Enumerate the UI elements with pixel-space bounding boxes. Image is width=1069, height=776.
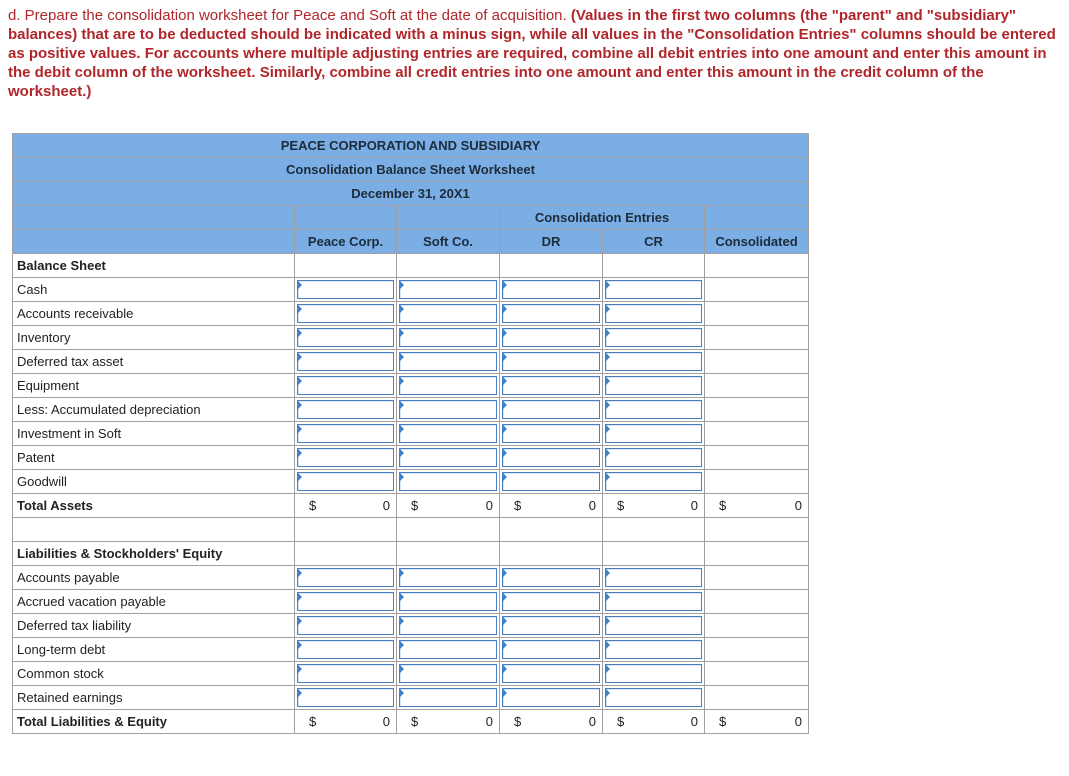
col-header-soft: Soft Co.: [397, 230, 500, 254]
soft-input-cell[interactable]: [397, 374, 500, 398]
input-flag-icon: [502, 688, 507, 698]
input-flag-icon: [605, 616, 610, 626]
empty-cell: [500, 542, 603, 566]
input-flag-icon: [297, 568, 302, 578]
cr-input-cell[interactable]: [603, 470, 705, 494]
amount-input[interactable]: [399, 400, 497, 419]
soft-input-cell[interactable]: [397, 638, 500, 662]
empty-cell: [397, 254, 500, 278]
amount-input[interactable]: [297, 304, 394, 323]
input-flag-icon: [605, 400, 610, 410]
soft-input-cell[interactable]: [397, 662, 500, 686]
input-flag-icon: [297, 616, 302, 626]
total-value: 0: [588, 714, 596, 729]
cr-input-cell[interactable]: [603, 566, 705, 590]
input-flag-icon: [297, 352, 302, 362]
amount-input[interactable]: [399, 280, 497, 299]
spacer-row: [13, 518, 809, 542]
amount-input[interactable]: [399, 424, 497, 443]
input-flag-icon: [605, 592, 610, 602]
table-row: [13, 350, 809, 374]
cr-input-cell[interactable]: [603, 398, 705, 422]
consolidation-worksheet: [12, 133, 809, 734]
soft-input-cell[interactable]: [397, 278, 500, 302]
cr-input-cell[interactable]: [603, 350, 705, 374]
row-label: Accounts receivable: [13, 302, 295, 326]
instructions-bold: (Values in the first two columns (the "parent" and "subsidiary" balances) that are to be deducted should be indicated with a minus sign, while all values in the "Consolidation Entries" columns should be entered as positive values. For accounts where multiple adjusting entries are required, combine all debit entries into one amount and enter this amount in the debit column of the worksheet. Similarly, combine all credit entries into one amount and enter this amount in the credit column of the worksheet.): [8, 7, 1056, 100]
table-row: [13, 638, 809, 662]
row-label: Inventory: [13, 326, 295, 350]
row-label: Equipment: [13, 374, 295, 398]
balance-sheet-heading: Balance Sheet: [13, 254, 295, 278]
input-flag-icon: [502, 376, 507, 386]
input-flag-icon: [502, 328, 507, 338]
amount-input[interactable]: [502, 304, 600, 323]
amount-input[interactable]: [399, 448, 497, 467]
table-row: [13, 374, 809, 398]
input-flag-icon: [502, 352, 507, 362]
soft-input-cell[interactable]: [397, 422, 500, 446]
empty-cell: [705, 518, 809, 542]
amount-input[interactable]: [297, 616, 394, 635]
input-flag-icon: [399, 328, 404, 338]
total-cell: [603, 494, 705, 518]
total-row: [13, 710, 809, 734]
table-row: [13, 470, 809, 494]
consolidated-cell: [705, 350, 809, 374]
dr-input-cell[interactable]: [500, 638, 603, 662]
peace-input-cell[interactable]: [295, 398, 397, 422]
row-label: Patent: [13, 446, 295, 470]
dr-input-cell[interactable]: [500, 326, 603, 350]
soft-input-cell[interactable]: [397, 590, 500, 614]
amount-input[interactable]: [399, 328, 497, 347]
row-label: Long-term debt: [13, 638, 295, 662]
input-flag-icon: [297, 400, 302, 410]
dollar-sign: $: [514, 498, 522, 513]
table-row: [13, 590, 809, 614]
peace-input-cell[interactable]: [295, 638, 397, 662]
dollar-sign: $: [309, 498, 317, 513]
row-label: Goodwill: [13, 470, 295, 494]
total-value: 0: [588, 498, 596, 513]
empty-cell: [397, 542, 500, 566]
total-cell: [705, 710, 809, 734]
total-cell: [397, 710, 500, 734]
input-flag-icon: [502, 400, 507, 410]
amount-input[interactable]: [605, 664, 702, 683]
amount-input[interactable]: [605, 640, 702, 659]
dollar-sign: $: [719, 714, 727, 729]
dollar-sign: $: [617, 498, 625, 513]
input-flag-icon: [502, 592, 507, 602]
amount-input[interactable]: [502, 400, 600, 419]
amount-input[interactable]: [297, 592, 394, 611]
input-flag-icon: [399, 688, 404, 698]
worksheet-title-company: PEACE CORPORATION AND SUBSIDIARY: [13, 134, 809, 158]
input-flag-icon: [502, 448, 507, 458]
col-header-consolidated: Consolidated: [705, 230, 809, 254]
total-cell: [295, 494, 397, 518]
empty-cell: [603, 518, 705, 542]
cr-input-cell[interactable]: [603, 302, 705, 326]
peace-input-cell[interactable]: [295, 566, 397, 590]
peace-input-cell[interactable]: [295, 614, 397, 638]
row-label: Deferred tax asset: [13, 350, 295, 374]
amount-input[interactable]: [502, 640, 600, 659]
amount-input[interactable]: [399, 592, 497, 611]
dr-input-cell[interactable]: [500, 662, 603, 686]
empty-cell: [705, 542, 809, 566]
amount-input[interactable]: [502, 568, 600, 587]
worksheet-title-date: December 31, 20X1: [13, 182, 809, 206]
col-header-cr: CR: [603, 230, 705, 254]
soft-input-cell[interactable]: [397, 446, 500, 470]
consolidated-cell: [705, 614, 809, 638]
row-label: Less: Accumulated depreciation: [13, 398, 295, 422]
consolidated-cell: [705, 638, 809, 662]
amount-input[interactable]: [297, 400, 394, 419]
amount-input[interactable]: [399, 472, 497, 491]
cr-input-cell[interactable]: [603, 662, 705, 686]
empty-cell: [500, 518, 603, 542]
soft-input-cell[interactable]: [397, 350, 500, 374]
header-spacer: [397, 206, 500, 230]
header-spacer: [13, 206, 295, 230]
total-cell: [500, 710, 603, 734]
input-flag-icon: [605, 664, 610, 674]
worksheet-title-name: Consolidation Balance Sheet Worksheet: [13, 158, 809, 182]
dr-input-cell[interactable]: [500, 470, 603, 494]
amount-input[interactable]: [502, 424, 600, 443]
consolidated-cell: [705, 398, 809, 422]
total-value: 0: [485, 714, 493, 729]
row-label: Cash: [13, 278, 295, 302]
header-spacer: [705, 206, 809, 230]
dollar-sign: $: [411, 714, 419, 729]
peace-input-cell[interactable]: [295, 326, 397, 350]
amount-input[interactable]: [605, 352, 702, 371]
input-flag-icon: [297, 640, 302, 650]
input-flag-icon: [399, 304, 404, 314]
empty-cell: [295, 254, 397, 278]
input-flag-icon: [502, 280, 507, 290]
row-label: Retained earnings: [13, 686, 295, 710]
soft-input-cell[interactable]: [397, 470, 500, 494]
amount-input[interactable]: [605, 616, 702, 635]
input-flag-icon: [297, 472, 302, 482]
table-row: [13, 686, 809, 710]
amount-input[interactable]: [297, 448, 394, 467]
liabilities-heading: Liabilities & Stockholders' Equity: [13, 542, 295, 566]
amount-input[interactable]: [399, 352, 497, 371]
cr-input-cell[interactable]: [603, 326, 705, 350]
col-header-dr: DR: [500, 230, 603, 254]
table-row: [13, 398, 809, 422]
input-flag-icon: [502, 424, 507, 434]
peace-input-cell[interactable]: [295, 446, 397, 470]
input-flag-icon: [399, 424, 404, 434]
total-cell: [295, 710, 397, 734]
amount-input[interactable]: [605, 448, 702, 467]
dr-input-cell[interactable]: [500, 566, 603, 590]
input-flag-icon: [605, 280, 610, 290]
input-flag-icon: [297, 592, 302, 602]
consolidation-entries-header: Consolidation Entries: [500, 206, 705, 230]
input-flag-icon: [399, 400, 404, 410]
dr-input-cell[interactable]: [500, 350, 603, 374]
peace-input-cell[interactable]: [295, 590, 397, 614]
amount-input[interactable]: [605, 376, 702, 395]
soft-input-cell[interactable]: [397, 614, 500, 638]
peace-input-cell[interactable]: [295, 374, 397, 398]
amount-input[interactable]: [605, 328, 702, 347]
cr-input-cell[interactable]: [603, 374, 705, 398]
dr-input-cell[interactable]: [500, 398, 603, 422]
input-flag-icon: [399, 592, 404, 602]
amount-input[interactable]: [399, 568, 497, 587]
input-flag-icon: [502, 568, 507, 578]
total-cell: [603, 710, 705, 734]
empty-cell: [603, 542, 705, 566]
dr-input-cell[interactable]: [500, 302, 603, 326]
input-flag-icon: [399, 472, 404, 482]
cr-input-cell[interactable]: [603, 590, 705, 614]
amount-input[interactable]: [502, 376, 600, 395]
peace-input-cell[interactable]: [295, 686, 397, 710]
table-row: [13, 614, 809, 638]
input-flag-icon: [399, 616, 404, 626]
input-flag-icon: [605, 304, 610, 314]
consolidated-cell: [705, 566, 809, 590]
amount-input[interactable]: [297, 640, 394, 659]
total-value: 0: [690, 498, 698, 513]
dollar-sign: $: [617, 714, 625, 729]
input-flag-icon: [605, 376, 610, 386]
dollar-sign: $: [309, 714, 317, 729]
amount-input[interactable]: [399, 640, 497, 659]
table-row: [13, 662, 809, 686]
table-row: [13, 278, 809, 302]
table-row: [13, 302, 809, 326]
input-flag-icon: [502, 664, 507, 674]
amount-input[interactable]: [502, 592, 600, 611]
cr-input-cell[interactable]: [603, 422, 705, 446]
amount-input[interactable]: [502, 448, 600, 467]
header-spacer: [295, 206, 397, 230]
table-row: [13, 422, 809, 446]
total-row: [13, 494, 809, 518]
empty-cell: [13, 518, 295, 542]
total-value: 0: [794, 714, 803, 729]
input-flag-icon: [502, 304, 507, 314]
amount-input[interactable]: [502, 688, 600, 707]
dr-input-cell[interactable]: [500, 422, 603, 446]
cr-input-cell[interactable]: [603, 614, 705, 638]
peace-input-cell[interactable]: [295, 470, 397, 494]
amount-input[interactable]: [502, 616, 600, 635]
input-flag-icon: [399, 280, 404, 290]
empty-cell: [295, 542, 397, 566]
input-flag-icon: [605, 472, 610, 482]
consolidated-cell: [705, 686, 809, 710]
empty-cell: [705, 254, 809, 278]
input-flag-icon: [297, 424, 302, 434]
peace-input-cell[interactable]: [295, 422, 397, 446]
total-value: 0: [794, 498, 803, 513]
input-flag-icon: [297, 688, 302, 698]
amount-input[interactable]: [502, 352, 600, 371]
input-flag-icon: [605, 688, 610, 698]
amount-input[interactable]: [605, 568, 702, 587]
peace-input-cell[interactable]: [295, 302, 397, 326]
amount-input[interactable]: [297, 568, 394, 587]
amount-input[interactable]: [605, 472, 702, 491]
row-label: Accounts payable: [13, 566, 295, 590]
consolidated-cell: [705, 374, 809, 398]
amount-input[interactable]: [502, 664, 600, 683]
row-label: Deferred tax liability: [13, 614, 295, 638]
amount-input[interactable]: [297, 376, 394, 395]
input-flag-icon: [605, 352, 610, 362]
soft-input-cell[interactable]: [397, 566, 500, 590]
amount-input[interactable]: [502, 328, 600, 347]
input-flag-icon: [297, 376, 302, 386]
amount-input[interactable]: [399, 376, 497, 395]
total-cell: [397, 494, 500, 518]
amount-input[interactable]: [399, 688, 497, 707]
amount-input[interactable]: [399, 304, 497, 323]
peace-input-cell[interactable]: [295, 662, 397, 686]
input-flag-icon: [297, 280, 302, 290]
consolidated-cell: [705, 590, 809, 614]
empty-cell: [603, 254, 705, 278]
amount-input[interactable]: [605, 304, 702, 323]
input-flag-icon: [605, 424, 610, 434]
input-flag-icon: [297, 448, 302, 458]
amount-input[interactable]: [297, 664, 394, 683]
input-flag-icon: [399, 448, 404, 458]
amount-input[interactable]: [605, 592, 702, 611]
total-label: Total Liabilities & Equity: [13, 710, 295, 734]
total-value: 0: [382, 714, 390, 729]
input-flag-icon: [605, 568, 610, 578]
input-flag-icon: [297, 328, 302, 338]
section-heading-row: [13, 254, 809, 278]
cr-input-cell[interactable]: [603, 638, 705, 662]
total-value: 0: [485, 498, 493, 513]
consolidated-cell: [705, 302, 809, 326]
peace-input-cell[interactable]: [295, 278, 397, 302]
soft-input-cell[interactable]: [397, 302, 500, 326]
peace-input-cell[interactable]: [295, 350, 397, 374]
soft-input-cell[interactable]: [397, 326, 500, 350]
total-value: 0: [690, 714, 698, 729]
amount-input[interactable]: [605, 400, 702, 419]
input-flag-icon: [605, 640, 610, 650]
total-cell: [705, 494, 809, 518]
input-flag-icon: [399, 568, 404, 578]
row-label: Investment in Soft: [13, 422, 295, 446]
amount-input[interactable]: [297, 328, 394, 347]
amount-input[interactable]: [297, 280, 394, 299]
input-flag-icon: [399, 352, 404, 362]
cr-input-cell[interactable]: [603, 686, 705, 710]
consolidated-cell: [705, 446, 809, 470]
amount-input[interactable]: [297, 424, 394, 443]
amount-input[interactable]: [605, 424, 702, 443]
input-flag-icon: [399, 664, 404, 674]
amount-input[interactable]: [605, 280, 702, 299]
row-label: Common stock: [13, 662, 295, 686]
soft-input-cell[interactable]: [397, 398, 500, 422]
input-flag-icon: [502, 616, 507, 626]
amount-input[interactable]: [605, 688, 702, 707]
amount-input[interactable]: [399, 664, 497, 683]
input-flag-icon: [297, 664, 302, 674]
consolidated-cell: [705, 326, 809, 350]
dr-input-cell[interactable]: [500, 374, 603, 398]
consolidated-cell: [705, 278, 809, 302]
total-label: Total Assets: [13, 494, 295, 518]
amount-input[interactable]: [502, 472, 600, 491]
input-flag-icon: [502, 640, 507, 650]
table-row: [13, 566, 809, 590]
soft-input-cell[interactable]: [397, 686, 500, 710]
cr-input-cell[interactable]: [603, 278, 705, 302]
amount-input[interactable]: [297, 472, 394, 491]
input-flag-icon: [399, 640, 404, 650]
amount-input[interactable]: [297, 352, 394, 371]
dr-input-cell[interactable]: [500, 278, 603, 302]
amount-input[interactable]: [297, 688, 394, 707]
col-header-peace: Peace Corp.: [295, 230, 397, 254]
row-label: Accrued vacation payable: [13, 590, 295, 614]
total-value: 0: [382, 498, 390, 513]
header-spacer: [13, 230, 295, 254]
input-flag-icon: [502, 472, 507, 482]
cr-input-cell[interactable]: [603, 446, 705, 470]
dollar-sign: $: [411, 498, 419, 513]
dr-input-cell[interactable]: [500, 446, 603, 470]
consolidated-cell: [705, 662, 809, 686]
consolidated-cell: [705, 470, 809, 494]
dr-input-cell[interactable]: [500, 686, 603, 710]
dr-input-cell[interactable]: [500, 590, 603, 614]
empty-cell: [295, 518, 397, 542]
dollar-sign: $: [514, 714, 522, 729]
input-flag-icon: [297, 304, 302, 314]
total-cell: [500, 494, 603, 518]
table-row: [13, 446, 809, 470]
instructions-text: [8, 6, 1058, 101]
input-flag-icon: [605, 328, 610, 338]
amount-input[interactable]: [399, 616, 497, 635]
empty-cell: [500, 254, 603, 278]
table-row: [13, 326, 809, 350]
instructions-plain: d. Prepare the consolidation worksheet for Peace and Soft at the date of acquisition.: [8, 7, 571, 24]
input-flag-icon: [399, 376, 404, 386]
empty-cell: [397, 518, 500, 542]
input-flag-icon: [605, 448, 610, 458]
amount-input[interactable]: [502, 280, 600, 299]
dollar-sign: $: [719, 498, 727, 513]
section-heading-row: [13, 542, 809, 566]
dr-input-cell[interactable]: [500, 614, 603, 638]
consolidated-cell: [705, 422, 809, 446]
